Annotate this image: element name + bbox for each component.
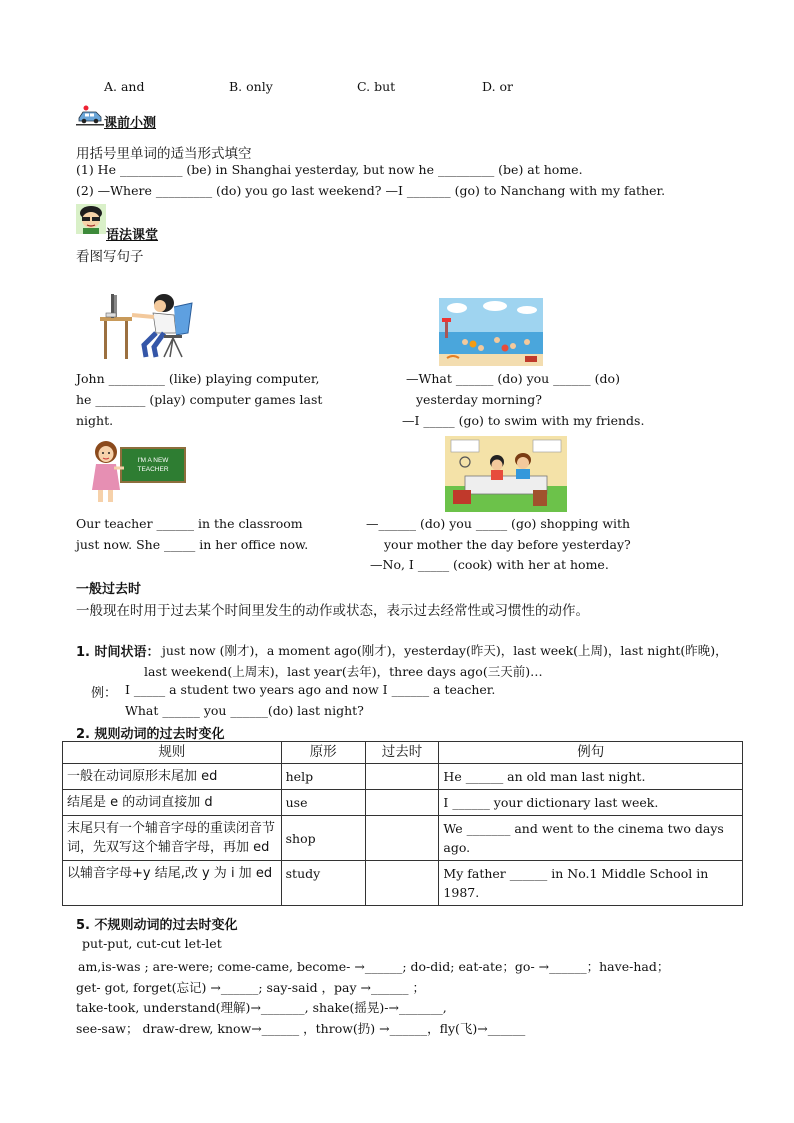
point2-heading: 2. 规则动词的过去时变化 xyxy=(76,727,225,742)
irregular-line-4: take-took, understand(理解)→_______, shake(摇晃)-→_______, xyxy=(76,1000,447,1015)
table-header-row xyxy=(63,742,743,764)
base-cell: study xyxy=(281,861,365,906)
example-cell: He ______ an old man last night. xyxy=(439,764,743,790)
irregular-line-2: am,is-was ; are-were; come-came, become- →______; do-did; eat-ate；go- →______；have-had； xyxy=(78,959,670,974)
example-2: What ______ you ______(do) last night? xyxy=(125,703,364,718)
example-cell: I ______ your dictionary last week. xyxy=(439,790,743,816)
svg-text:TEACHER: TEACHER xyxy=(137,466,169,473)
rule-cell: 以辅音字母+y 结尾,改 y 为 i 加 ed xyxy=(63,861,282,906)
pretest-instruction: 用括号里单词的适当形式填空 xyxy=(76,146,252,162)
p2-line3: —I _____ (go) to swim with my friends. xyxy=(402,413,645,428)
irregular-line-5: see-saw； draw-drew, know→______ ，throw(扔) →______，fly(飞)→______ xyxy=(76,1021,526,1036)
p2-line1: —What ______ (do) you ______ (do) xyxy=(406,371,620,386)
kitchen-image xyxy=(445,436,567,512)
table-row xyxy=(63,790,743,816)
p2-line2: yesterday morning? xyxy=(416,392,542,407)
table-row xyxy=(63,816,743,861)
p4-line3: —No, I _____ (cook) with her at home. xyxy=(370,557,609,572)
pretest-q2: (2) —Where _________ (do) you go last weekend? —I _______ (go) to Nanchang with my father. xyxy=(76,183,666,198)
base-cell: shop xyxy=(281,816,365,861)
regular-verb-table xyxy=(62,741,743,906)
example-cell: We _______ and went to the cinema two days ago. xyxy=(439,816,743,861)
header-example: 例句 xyxy=(439,742,743,764)
base-cell: use xyxy=(281,790,365,816)
option-b: B. only xyxy=(229,79,273,94)
grammar-heading: 一般过去时 xyxy=(76,582,142,597)
header-past: 过去时 xyxy=(365,742,439,764)
example-1: I _____ a student two years ago and now I ______ a teacher. xyxy=(125,682,496,697)
base-cell: help xyxy=(281,764,365,790)
p1-line3: night. xyxy=(76,413,114,428)
irregular-heading: 5. 不规则动词的过去时变化 xyxy=(76,918,238,933)
rule-cell: 结尾是 e 的动词直接加 d xyxy=(63,790,282,816)
option-a: A. and xyxy=(104,79,145,94)
rule-cell: 末尾只有一个辅音字母的重读闭音节词，先双写这个辅音字母，再加 ed xyxy=(63,816,282,861)
past-cell xyxy=(365,861,439,906)
past-cell xyxy=(365,790,439,816)
cartoon-kid-icon xyxy=(76,204,106,234)
past-cell xyxy=(365,816,439,861)
grammar-definition: 一般现在时用于过去某个时间里发生的动作或状态，表示过去经常性或习惯性的动作。 xyxy=(76,603,589,619)
point1-line1: just now (刚才)，a moment ago(刚才)，yesterday(昨天)，last week(上周)，last night(昨晚)， xyxy=(162,643,728,658)
header-base: 原形 xyxy=(281,742,365,764)
p4-line1: —______ (do) you _____ (go) shopping with xyxy=(366,516,631,531)
example-label: 例： xyxy=(91,686,118,701)
rule-cell: 一般在动词原形末尾加 ed xyxy=(63,764,282,790)
pretest-q1: (1) He __________ (be) in Shanghai yesterday, but now he _________ (be) at home. xyxy=(76,162,583,177)
p1-line2: he ________ (play) computer games last xyxy=(76,392,323,407)
point1-line2: last weekend(上周末)，last year(去年)，three days ago(三天前)… xyxy=(144,664,543,679)
option-d: D. or xyxy=(482,79,514,94)
table-row xyxy=(63,861,743,906)
irregular-line-1: put-put, cut-cut let-let xyxy=(82,936,222,951)
irregular-line-3: get- got, forget(忘记) →______; say-said ，pay →______ ； xyxy=(76,980,425,995)
picture-instruction: 看图写句子 xyxy=(76,249,144,265)
board-text: I'M A NEW xyxy=(137,457,169,464)
point1-label: 1. 时间状语： xyxy=(76,645,160,660)
p3-line1: Our teacher ______ in the classroom xyxy=(76,516,303,531)
past-cell xyxy=(365,764,439,790)
teacher-blackboard-image xyxy=(88,438,186,504)
section-title-pretest: 课前小测 xyxy=(104,116,157,131)
car-icon xyxy=(76,104,104,126)
beach-image xyxy=(439,298,543,366)
boy-computer-image xyxy=(98,293,194,361)
p4-line2: your mother the day before yesterday? xyxy=(384,537,631,552)
example-cell: My father ______ in No.1 Middle School in 1987. xyxy=(439,861,743,906)
option-c: C. but xyxy=(357,79,396,94)
p1-line1: John _________ (like) playing computer, xyxy=(76,371,320,386)
header-rule: 规则 xyxy=(63,742,282,764)
p3-line2: just now. She _____ in her office now. xyxy=(76,537,309,552)
table-row xyxy=(63,764,743,790)
section-title-grammar-class: 语法课堂 xyxy=(106,228,159,243)
